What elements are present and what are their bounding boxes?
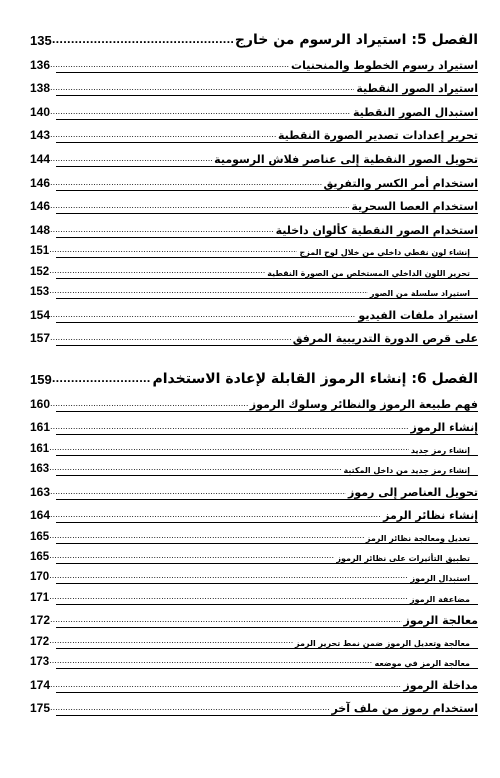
page-number: 165 <box>30 530 50 543</box>
page-number: 164 <box>30 508 51 523</box>
page-number: 170 <box>30 571 50 584</box>
entry-title: تحرير اللون الداخلي المستخلص من الصورة النقطية <box>267 268 470 278</box>
page-number: 172 <box>30 635 50 648</box>
toc-entry[interactable] <box>30 95 478 119</box>
page-number: 135 <box>30 33 52 48</box>
page-number: 173 <box>30 656 50 669</box>
dot-leader <box>50 202 349 210</box>
entry-title: استيراد الصور النقطية <box>356 82 478 96</box>
page-number: 172 <box>30 613 51 628</box>
entry-title: استخدام أمر الكسر والتفريق <box>323 176 478 190</box>
toc-subentry[interactable] <box>30 434 478 454</box>
page-number: 159 <box>30 372 52 388</box>
toc-entry[interactable] <box>30 604 478 628</box>
entry-title: إنشاء الرموز <box>410 421 478 435</box>
page-number: 171 <box>30 591 50 604</box>
dot-leader <box>50 681 401 689</box>
entry-title: إنشاء نظائر الرمز <box>383 509 478 523</box>
entry-title: استخدام رموز من ملف آخر <box>331 702 478 716</box>
toc-entry[interactable] <box>30 692 478 716</box>
toc-entry[interactable] <box>30 298 478 322</box>
dot-leader <box>50 616 401 624</box>
dot-leader <box>50 423 409 431</box>
dot-leader <box>49 657 372 665</box>
page-number: 157 <box>30 331 51 346</box>
toc-subentry[interactable] <box>30 257 478 277</box>
entry-title: استخدام الصور النقطية كألوان داخلية <box>275 223 478 237</box>
dot-leader <box>50 226 274 234</box>
entry-title: إنشاء رمز جديد من داخل المكتبة <box>343 466 470 476</box>
entry-title: استيراد سلسلة من الصور <box>369 288 470 298</box>
page-number: 151 <box>30 245 50 258</box>
page-number: 148 <box>30 222 51 237</box>
entry-title: إنشاء رمز جديد <box>410 445 470 455</box>
dot-leader <box>50 511 381 519</box>
toc-entry[interactable] <box>30 499 478 523</box>
dot-leader <box>50 311 356 319</box>
toc-entry[interactable] <box>30 119 478 143</box>
entry-title: معالجة الرموز <box>403 614 478 628</box>
page-number: 161 <box>30 442 50 455</box>
dot-leader <box>49 532 364 540</box>
dot-leader <box>49 287 368 295</box>
entry-title: مداخلة الرموز <box>403 678 478 692</box>
dot-leader <box>49 246 297 254</box>
entry-title: على قرص الدورة التدريبية المرفق <box>292 332 478 346</box>
page-number: 140 <box>30 104 51 119</box>
page-number: 136 <box>30 57 51 72</box>
page-number: 138 <box>30 81 51 96</box>
section-spacer <box>30 345 478 361</box>
page-number: 152 <box>30 265 50 278</box>
toc-entry[interactable] <box>30 387 478 411</box>
page-number: 165 <box>30 551 50 564</box>
dot-leader <box>49 593 408 601</box>
toc-entry[interactable] <box>30 48 478 72</box>
dot-leader <box>49 267 265 275</box>
dot-leader <box>50 400 248 408</box>
page-number: 174 <box>30 677 51 692</box>
entry-title: تطبيق التأثيرات على نظائر الرموز <box>336 554 470 564</box>
page-number: 144 <box>30 151 51 166</box>
dot-leader <box>50 155 212 163</box>
toc-subentry[interactable] <box>30 543 478 563</box>
page-number: 163 <box>30 463 50 476</box>
dot-leader <box>50 61 289 69</box>
dot-leader <box>50 108 351 116</box>
dot-leader <box>49 464 341 472</box>
toc-entry[interactable] <box>30 72 478 96</box>
dot-leader <box>50 334 291 342</box>
entry-title: معالجة الرمز في موضعه <box>374 659 470 669</box>
dot-leader <box>50 704 329 712</box>
entry-title: الفصل 5: استيراد الرسوم من خارج <box>234 32 478 48</box>
toc-subentry[interactable] <box>30 583 478 603</box>
dot-leader <box>49 572 408 580</box>
toc-entry[interactable] <box>30 190 478 214</box>
entry-title: معالجة وتعديل الرموز ضمن نمط تحرير الرمز <box>295 638 470 648</box>
toc-entry[interactable] <box>30 213 478 237</box>
page-number: 175 <box>30 701 51 716</box>
page-number: 154 <box>30 307 51 322</box>
toc-entry[interactable] <box>30 668 478 692</box>
dot-leader <box>50 179 321 187</box>
toc-entry[interactable] <box>30 142 478 166</box>
page-number: 146 <box>30 199 51 214</box>
entry-title: تعديل ومعالجة نظائر الرمز <box>365 533 470 543</box>
entry-title: استخدام العصا السحرية <box>351 200 478 214</box>
dot-leader <box>50 488 346 496</box>
dot-leader <box>49 444 409 452</box>
page-number: 146 <box>30 175 51 190</box>
page-number: 153 <box>30 285 50 298</box>
toc-subentry[interactable] <box>30 563 478 583</box>
toc-subentry[interactable] <box>30 627 478 647</box>
entry-title: فهم طبيعة الرموز والنظائر وسلوك الرموز <box>249 397 478 411</box>
dot-leader <box>52 36 233 46</box>
entry-title: تحويل الصور النقطية إلى عناصر فلاش الرسومية <box>214 152 478 166</box>
entry-title: استبدال الرموز <box>410 574 470 584</box>
entry-title: استيراد رسوم الخطوط والمنحنيات <box>291 58 478 72</box>
page-number: 161 <box>30 420 51 435</box>
toc-entry[interactable] <box>30 166 478 190</box>
toc-subentry[interactable] <box>30 237 478 257</box>
chapter-heading[interactable] <box>30 361 478 387</box>
toc-entry[interactable] <box>30 475 478 499</box>
entry-title: تحرير إعدادات تصدير الصورة النقطية <box>277 129 478 143</box>
entry-title: استيراد ملفات الفيديو <box>358 308 478 322</box>
dot-leader <box>49 637 293 645</box>
toc-subentry[interactable] <box>30 522 478 542</box>
dot-leader <box>49 552 334 560</box>
dot-leader <box>50 84 354 92</box>
chapter-heading[interactable] <box>30 22 478 48</box>
entry-title: الفصل 6: إنشاء الرموز القابلة لإعادة الاستخدام <box>152 371 478 388</box>
entry-title: إنشاء لون نقطي داخلي من خلال لوح المزج <box>299 248 470 258</box>
page-number: 160 <box>30 396 51 411</box>
entry-title: مضاعفة الرموز <box>410 594 470 604</box>
entry-title: تحويل العناصر إلى رموز <box>348 485 478 499</box>
entry-title: استبدال الصور النقطية <box>352 105 478 119</box>
page-number: 143 <box>30 128 51 143</box>
toc-subentry[interactable] <box>30 278 478 298</box>
toc-entry[interactable] <box>30 411 478 435</box>
page-number: 163 <box>30 484 51 499</box>
toc-subentry[interactable] <box>30 648 478 668</box>
dot-leader <box>50 131 276 139</box>
toc-subentry[interactable] <box>30 455 478 475</box>
dot-leader <box>52 375 151 385</box>
toc-entry[interactable] <box>30 322 478 346</box>
table-of-contents <box>30 22 478 715</box>
